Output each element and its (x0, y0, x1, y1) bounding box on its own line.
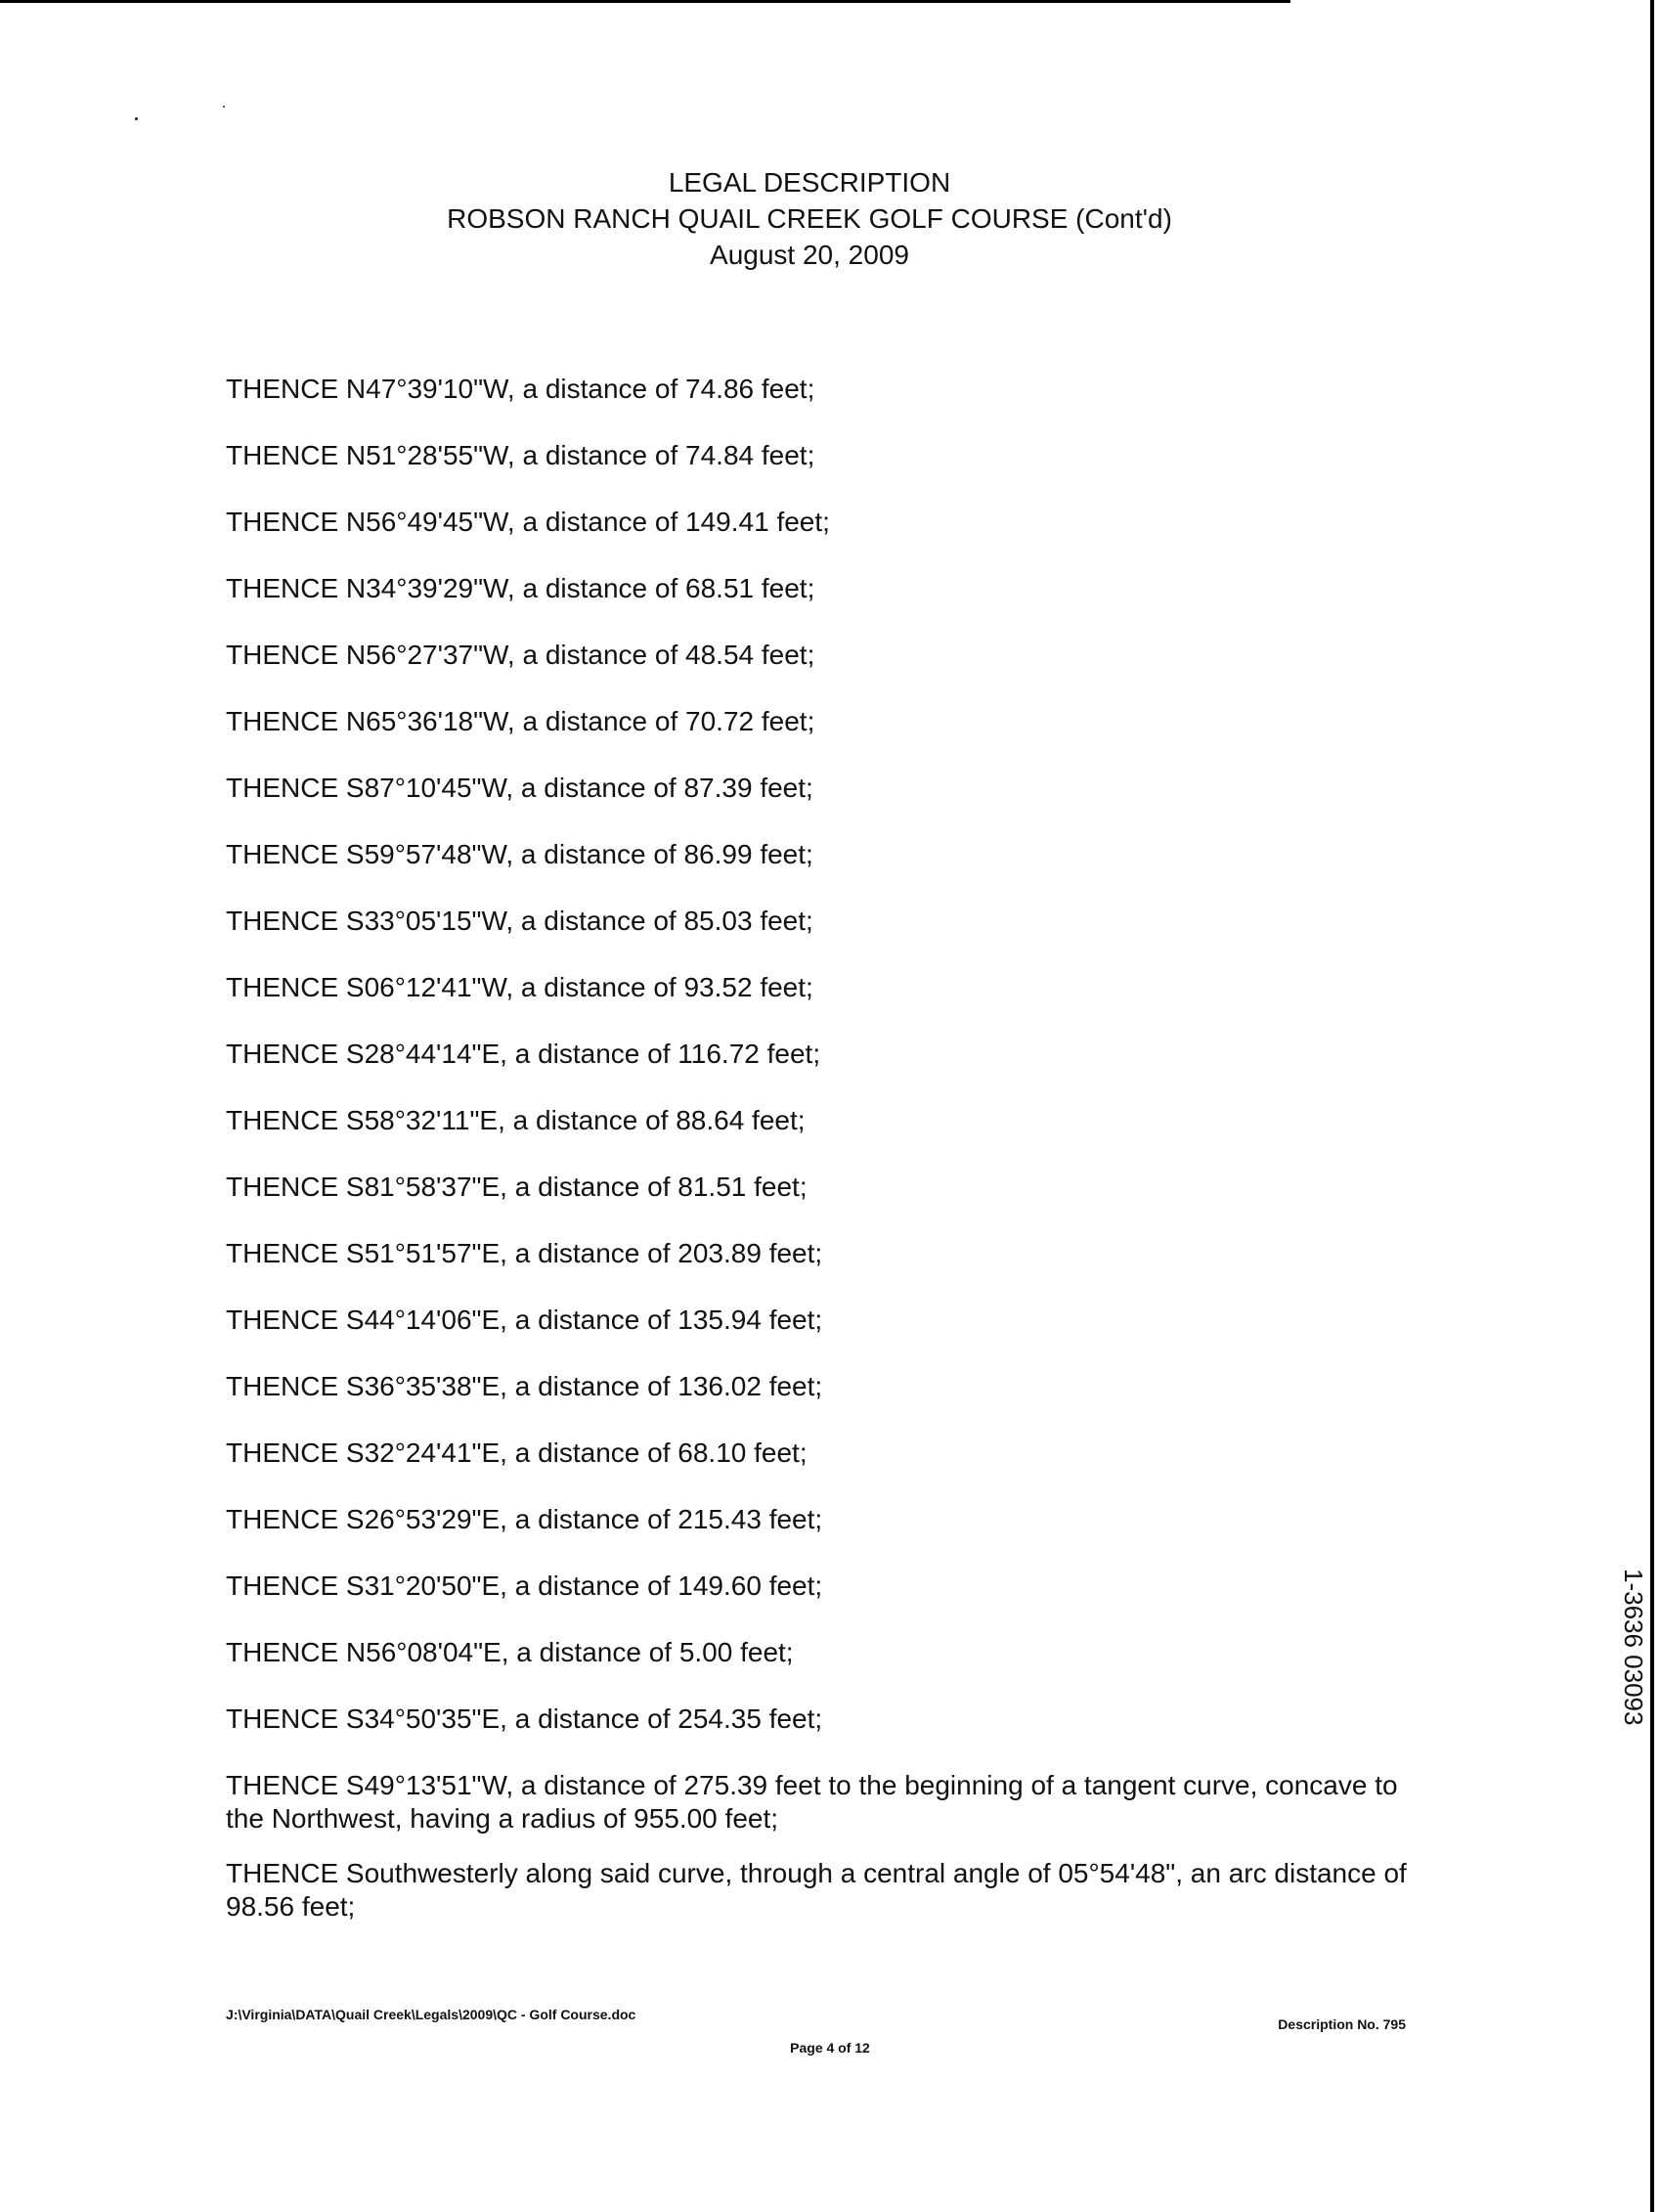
top-border-line (0, 0, 1290, 3)
document-title: LEGAL DESCRIPTION (668, 167, 951, 198)
footer-file-path: J:\Virginia\DATA\Quail Creek\Legals\2009\QC - Golf Course.doc (226, 2007, 636, 2022)
course-line: THENCE N51°28'55"W, a distance of 74.84 feet; (226, 440, 815, 470)
document-header (0, 164, 1619, 273)
course-line: THENCE S36°35'38"E, a distance of 136.02 feet; (226, 1371, 823, 1401)
course-line: THENCE N34°39'29"W, a distance of 68.51 feet; (226, 573, 815, 603)
footer-description-number: Description No. 795 (1278, 2016, 1406, 2032)
course-line: THENCE S81°58'37"E, a distance of 81.51 feet; (226, 1172, 808, 1202)
recording-stamp-number (1607, 1569, 1648, 1842)
course-line: THENCE N65°36'18"W, a distance of 70.72 feet; (226, 706, 815, 736)
document-subtitle: ROBSON RANCH QUAIL CREEK GOLF COURSE (Cont'd) (447, 203, 1172, 234)
scan-speck (135, 117, 138, 120)
course-line: THENCE S33°05'15"W, a distance of 85.03 feet; (226, 906, 813, 936)
document-date: August 20, 2009 (710, 240, 909, 270)
course-line: THENCE S58°32'11"E, a distance of 88.64 feet; (226, 1105, 806, 1135)
course-line-curve-start: THENCE S49°13'51"W, a distance of 275.39 feet to the beginning of a tangent curve, concave to the Northwest, having a radius of 955.00 feet; (226, 1770, 1398, 1834)
right-border-line (1650, 0, 1654, 2212)
course-line: THENCE N47°39'10"W, a distance of 74.86 feet; (226, 374, 815, 404)
course-line: THENCE N56°49'45"W, a distance of 149.41 feet; (226, 507, 830, 537)
course-line: THENCE S32°24'41"E, a distance of 68.10 feet; (226, 1438, 808, 1468)
course-line-curve-arc: THENCE Southwesterly along said curve, through a central angle of 05°54'48", an arc distance of 98.56 feet; (226, 1858, 1407, 1922)
footer-page-number: Page 4 of 12 (790, 2040, 870, 2056)
course-line: THENCE N56°08'04"E, a distance of 5.00 feet; (226, 1637, 794, 1667)
recording-stamp-text: 1-3636 03093 (1619, 1569, 1648, 1726)
course-line: THENCE S51°51'57"E, a distance of 203.89 feet; (226, 1238, 823, 1268)
legal-description-body (226, 373, 1409, 1945)
course-line: THENCE S44°14'06"E, a distance of 135.94 feet; (226, 1305, 823, 1335)
course-line: THENCE S59°57'48"W, a distance of 86.99 feet; (226, 839, 813, 869)
course-line: THENCE S26°53'29"E, a distance of 215.43 feet; (226, 1504, 823, 1534)
course-line: THENCE S34°50'35"E, a distance of 254.35 feet; (226, 1703, 823, 1734)
course-line: THENCE S31°20'50"E, a distance of 149.60 feet; (226, 1571, 823, 1601)
course-line: THENCE N56°27'37"W, a distance of 48.54 feet; (226, 640, 815, 670)
scan-speck (223, 106, 225, 108)
course-line: THENCE S28°44'14"E, a distance of 116.72 feet; (226, 1039, 821, 1069)
course-line: THENCE S87°10'45"W, a distance of 87.39 feet; (226, 773, 813, 803)
course-line: THENCE S06°12'41"W, a distance of 93.52 feet; (226, 972, 813, 1002)
